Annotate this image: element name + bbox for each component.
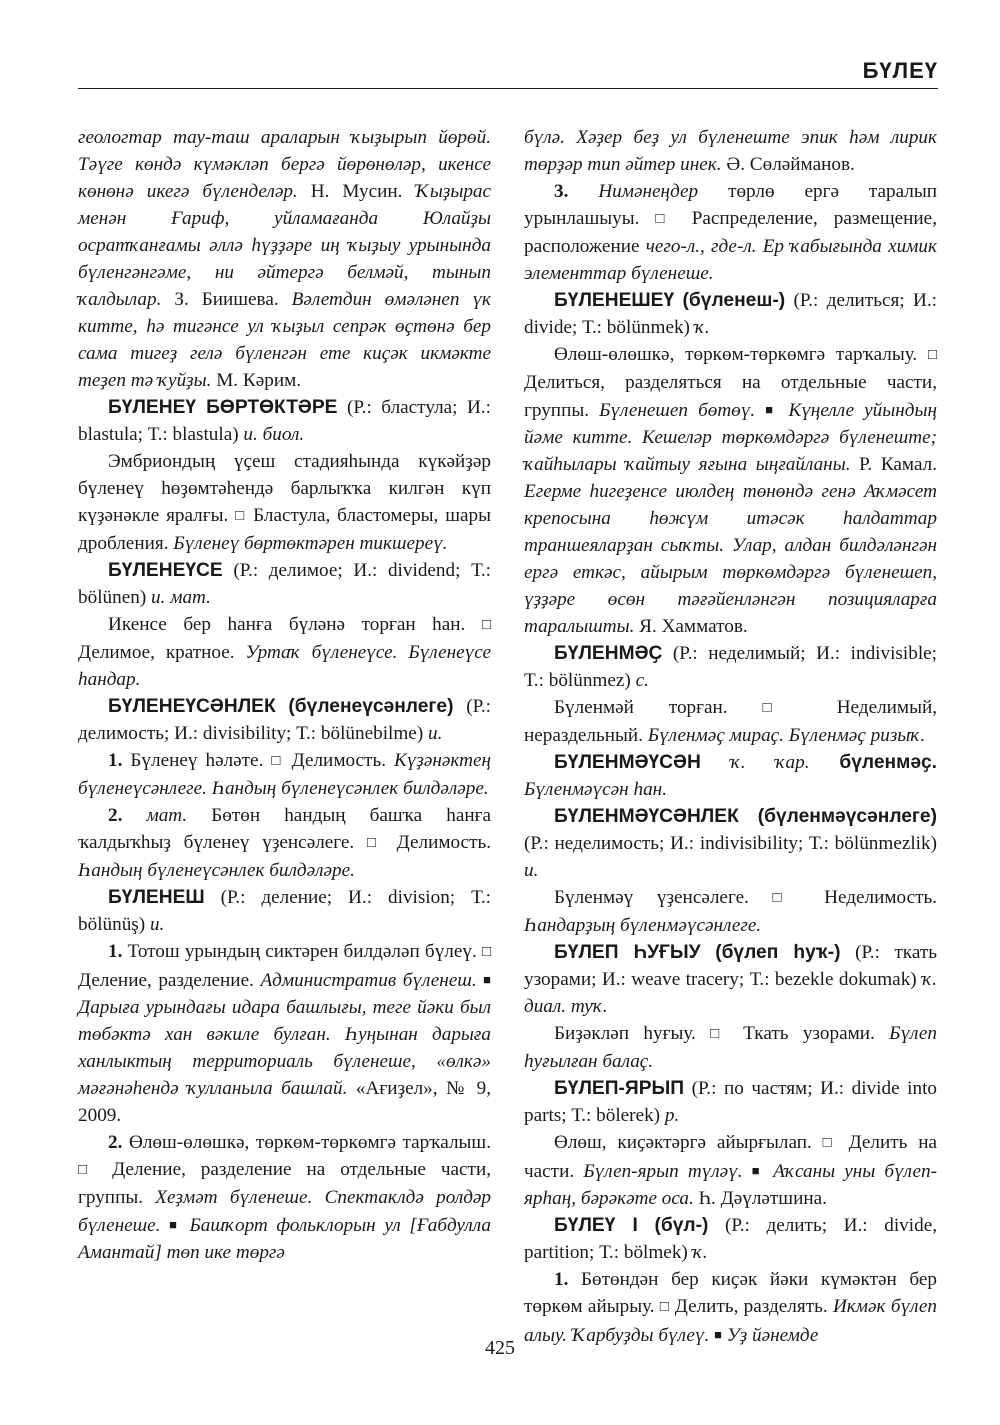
continued-entry — [78, 124, 491, 394]
example: Бүленмәүсән һан. — [524, 779, 667, 800]
translations: (Р.: по частям; И.: divide into parts; Т.: bölerek) — [524, 1078, 937, 1126]
example: Егерме һигеҙенсе июлдең төнөндә генә Аҡмәсет крепосына һөжүм итәсәк һалдаттар траншеяларҙан сыҡты. Улар, алдан билдәләнгән ергә еткәс, айырым төркөмдәргә бүленешеп, үҙҙәре өсөн тәғәйенләнгән позицияларға таралышты. — [524, 481, 937, 637]
sense-1 — [78, 747, 491, 802]
square-marker-icon: □ — [659, 1299, 670, 1315]
russian-equivalent: Деление, разделение. — [78, 970, 254, 991]
headword-form: (бүленеш-) — [682, 290, 786, 311]
russian-equivalent: Бластула, бластомеры, шары дробления. — [78, 505, 491, 554]
grammar-label: и. мат. — [151, 587, 211, 608]
sense-number: 3. — [554, 181, 569, 202]
translations: (Р.: ткать узорами; И.: weave tracery; Т.: bezekle dokumak) — [524, 942, 937, 990]
russian-equivalent: Делить, разделять. — [674, 1296, 828, 1317]
grammar-label: ҡ. диал. туҡ. — [524, 969, 937, 1017]
grammar-label: ҡ. — [692, 1242, 708, 1263]
entry-bulenmausanlek — [524, 803, 937, 884]
page-number: 425 — [485, 1337, 515, 1359]
square-marker-icon: □ — [271, 753, 284, 769]
square-marker-icon: □ — [366, 835, 384, 851]
square-marker-icon: □ — [235, 508, 247, 524]
source: Ә. Сөләйманов. — [726, 154, 855, 175]
grammar-label: и. — [524, 860, 539, 881]
entry-definition — [78, 448, 491, 557]
definition: төрлө ергә таралып урынлашыуы. — [524, 181, 938, 229]
definition: Бүленеү һәләте. — [130, 750, 264, 771]
example: Ҡыҙырас менән Ғариф, уйламағанда Юлайҙы осратҡанғамы әллә һүҙҙәре иң ҡыҙыу урынында бүленгәнгәме, ни әйтергә белмәй, тынып ҡалдылар. — [78, 181, 492, 310]
right-column — [524, 124, 937, 1349]
entry-buleu-1 — [524, 1212, 937, 1266]
headword: БҮЛЕНЕҮСЕ — [108, 560, 223, 581]
square-marker-icon: □ — [772, 890, 801, 906]
example: геологтар тау-таш араларын ҡыҙырып йөрөй. Тәүге көндә күмәкләп бергә йөрөнөләр, икенсе көнөнә икегә бүленделәр. — [78, 127, 491, 202]
entry-bulep-hugyu — [524, 939, 937, 1020]
sense-number: 1. — [108, 941, 123, 962]
example: Ер ҡабығында химик элементтар бүленеше. — [524, 236, 937, 284]
headword: БҮЛЕНМӘҪ — [554, 643, 663, 664]
example: Хеҙмәт бүленеше. Спектаклдә ролдәр бүленеше. — [78, 1187, 492, 1236]
square-marker-icon: □ — [78, 1162, 98, 1178]
russian-equivalent: Делимость. — [396, 832, 492, 853]
square-marker-icon: □ — [822, 1135, 838, 1151]
entry-definition — [524, 341, 937, 640]
grammar-label: и. — [428, 723, 443, 744]
entry-bulep-yaryp — [524, 1075, 937, 1129]
definition: Эмбриондың үҫеш стадияһында күкәйҙәр бүленеү һөҙөмтәһендә барлыҡҡа килгән күп күҙәнәкле яралғы. — [78, 451, 491, 526]
sense-number: 2. — [108, 1132, 123, 1153]
entry-buleneusanlek — [78, 693, 491, 747]
example: Административ бүленеш. — [260, 970, 477, 991]
square-marker-icon: □ — [481, 944, 491, 960]
square-marker-icon: □ — [762, 700, 802, 716]
definition: Бүленмәй торған. — [554, 697, 728, 718]
example: Һандың бүленеүсәнлек билдәләре. — [78, 860, 355, 881]
entry-definition — [524, 884, 937, 939]
headword-form: (бүленмәүсәнлеге) — [757, 806, 937, 827]
russian-equivalent: Ткать узорами. — [743, 1023, 875, 1044]
example: Уҙ йәнемде — [726, 1325, 819, 1346]
example: Күҙәнәктең бүленеүсәнлеге. Һандың бүленеүсәнлек билдәләре. — [78, 750, 491, 799]
headword: БҮЛЕҮ I — [554, 1215, 638, 1236]
definition: Тотош урындың сиктәрен билдәләп бүлеү. — [127, 941, 477, 962]
headword-form: (бүлеп һуҡ-) — [715, 942, 841, 963]
source: Һ. Дәүләтшина. — [698, 1188, 827, 1209]
definition: Өлөш-өлөшкә, төркөм-төркөмгә тарҡалыу. — [554, 344, 918, 365]
source: М. Кәрим. — [216, 370, 302, 391]
example: Уртаҡ бүленеүсе. Бүленеүсе һандар. — [78, 642, 492, 690]
russian-equivalent: Делимость. — [291, 750, 386, 771]
definition: Өлөш-өлөшкә, төркөм-төркөмгә тарҡалыш. — [128, 1132, 492, 1153]
russian-equivalent: Делить на части. — [524, 1132, 938, 1182]
running-head: БҮЛЕҮ — [78, 58, 938, 89]
example: Башҡорт фольклорын ул [Ғабдулла Амантай] төп ике төргә — [78, 1215, 491, 1263]
definition: Икенсе бер һанға бүләнә торған һан. — [108, 614, 466, 635]
source: З. Биишева. — [174, 289, 279, 310]
russian-equivalent: Неделимость. — [824, 887, 938, 908]
definition: Бөтөндән бер киҫәк йәки күмәктән бер төркөм айырыу. — [524, 1269, 937, 1317]
translations: (Р.: делимость; И.: divisibility; Т.: bölünebilme) — [78, 696, 492, 744]
definition: Биҙәкләп һуғыу. — [554, 1023, 696, 1044]
grammar-label: с. — [635, 670, 649, 691]
sense-number: 2. — [108, 805, 123, 826]
example: бүлә. Хәҙер беҙ ул бүленеште эпик һәм лирик төрҙәр тип әйтер инек. — [524, 127, 937, 175]
headword: БҮЛЕНМӘҮСӘНЛЕК — [554, 806, 739, 827]
cross-reference: бүленмәҫ. — [839, 752, 937, 773]
headword: БҮЛЕНЕШЕҮ — [554, 290, 675, 311]
sense-number: 1. — [108, 750, 123, 771]
source: Н. Мусин. — [310, 181, 403, 202]
headword: БҮЛЕНЕҮ БӨРТӨКТӘРЕ — [108, 397, 338, 418]
definition: Бүленмәү үҙенсәлеге. — [554, 887, 749, 908]
source: Я. Хамматов. — [639, 616, 748, 637]
headword-form: (бүленеүсәнлеге) — [288, 696, 454, 717]
example: Дарыға урындағы идара башлығы, теге йәки был төбәктә хан вәкиле булған. Һуңынан дарыға ханлыктың территориаль бүленеше, «өлкә» мәғәнәһендә ҡулланыла башлай. — [78, 997, 491, 1099]
translations: (Р.: делиться; И.: divide; Т.: bölünmek) — [524, 290, 938, 338]
grammar-label: ҡ. — [694, 317, 710, 338]
grammar-label: ҡ. ҡар. — [730, 752, 810, 773]
sense-3 — [524, 178, 937, 287]
example: Бүленешеп бөтөү. — [599, 400, 756, 421]
entry-buleneshe — [524, 287, 937, 341]
translations: (Р.: делимое; И.: dividend; Т.: bölünen) — [78, 560, 492, 608]
headword: БҮЛЕП-ЯРЫП — [554, 1078, 685, 1099]
source: Р. Камал. — [859, 454, 938, 475]
headword: БҮЛЕНМӘҮСӘН — [554, 752, 701, 773]
translations: (Р.: неделимость; И.: indivisibility; Т.: bölünmezlik) — [524, 833, 937, 854]
domain-label: мат. — [146, 805, 188, 826]
headword: БҮЛЕП ҺУҒЫУ — [554, 942, 701, 963]
entry-bulenmas — [524, 640, 937, 694]
left-column — [78, 124, 491, 1266]
black-square-icon: ■ — [483, 972, 492, 987]
entry-definition — [78, 611, 491, 693]
square-marker-icon: □ — [655, 211, 676, 227]
russian-equivalent: Деление, разделение на отдельные части, группы. — [78, 1159, 492, 1208]
example: Аҡсаны уны бүлеп-ярһаң, бәрәкәте оса. — [524, 1161, 938, 1209]
sense-number: 1. — [554, 1269, 569, 1290]
sense-2 — [78, 1129, 491, 1266]
entry-definition — [524, 694, 937, 749]
square-marker-icon: □ — [481, 617, 491, 633]
black-square-icon: ■ — [751, 1163, 764, 1178]
headword-form: (бүл-) — [654, 1215, 709, 1236]
russian-equivalent: Делиться, разделяться на отдельные части, группы. — [524, 372, 937, 421]
source: «Ағиҙел», № 9, 2009. — [78, 1078, 491, 1126]
example: Икмәк бүлеп алыу. Ҡарбуҙды бүлеү. — [524, 1296, 938, 1346]
entry-definition — [524, 1020, 937, 1075]
grammar-label: и. — [149, 914, 165, 935]
example: Бүленмәҫ мираҫ. Бүленмәҫ ризыҡ. — [647, 725, 926, 746]
sense-1 — [78, 938, 491, 1129]
translations: (Р.: неделимый; И.: indivisible; Т.: bölünmez) — [524, 643, 938, 691]
definition: Өлөш, киҫәктәргә айырғылап. — [554, 1132, 812, 1153]
grammar-label: р. — [664, 1105, 680, 1126]
translations: (Р.: делить; И.: divide, partition; Т.: bölmek) — [524, 1215, 938, 1263]
black-square-icon: ■ — [714, 1327, 722, 1342]
example: Һандарҙың бүленмәүсәнлеге. — [524, 915, 762, 936]
entry-buleneu-bortoktare — [78, 394, 491, 448]
continued-entry — [524, 124, 937, 178]
example: Бүлеп һуғылған балаҫ. — [524, 1023, 937, 1072]
russian-equivalent: Неделимый, нераздельный. — [524, 697, 938, 746]
square-marker-icon: □ — [710, 1026, 729, 1042]
example: Күңелле уйындың йәме китте. Кешеләр төркөмдәргә бүленеште; ҡайһылары ҡайтыу яғына ыңғайланы. — [524, 400, 938, 475]
russian-equivalent: Делимое, кратное. — [78, 642, 235, 663]
example: Бүленеү бөртөктәрен тикшереү. — [173, 533, 448, 554]
headword: БҮЛЕНЕҮСӘНЛЕК — [108, 696, 276, 717]
black-square-icon: ■ — [169, 1217, 181, 1232]
sense-2 — [78, 802, 491, 884]
headword: БҮЛЕНЕШ — [108, 887, 205, 908]
entry-definition — [524, 1129, 937, 1212]
russian-equivalent: Распределение, размещение, расположение — [524, 208, 937, 257]
definition: Бөтөн һандың башҡа һанға ҡалдыҡһыҙ бүленеү үҙенсәлеге. — [78, 805, 491, 853]
example: Бүлеп-ярып түләү. — [583, 1161, 743, 1182]
translations: (Р.: деление; И.: division; Т.: bölünüş) — [78, 887, 492, 935]
entry-bulenmausan — [524, 749, 937, 803]
black-square-icon: ■ — [765, 402, 779, 417]
entry-bulenesh — [78, 884, 491, 938]
grammar-label: и. биол. — [243, 424, 305, 445]
translations: (Р.: бластула; И.: blastula; Т.: blastula) — [78, 397, 491, 445]
russian-label: чего-л., где-л. — [645, 236, 757, 257]
italic-label: Нимәнеңдер — [598, 181, 699, 202]
example: Вәлетдин өмәләнеп үк китте, һә тигәнсе ул ҡыҙыл сепрәк өҫтөнә бер сама тигеҙ гелә бүленгән ете киҫәк икмәкте теҙеп тә ҡуйҙы. — [78, 289, 492, 391]
entry-buleneuse — [78, 557, 491, 611]
square-marker-icon: □ — [927, 347, 938, 363]
